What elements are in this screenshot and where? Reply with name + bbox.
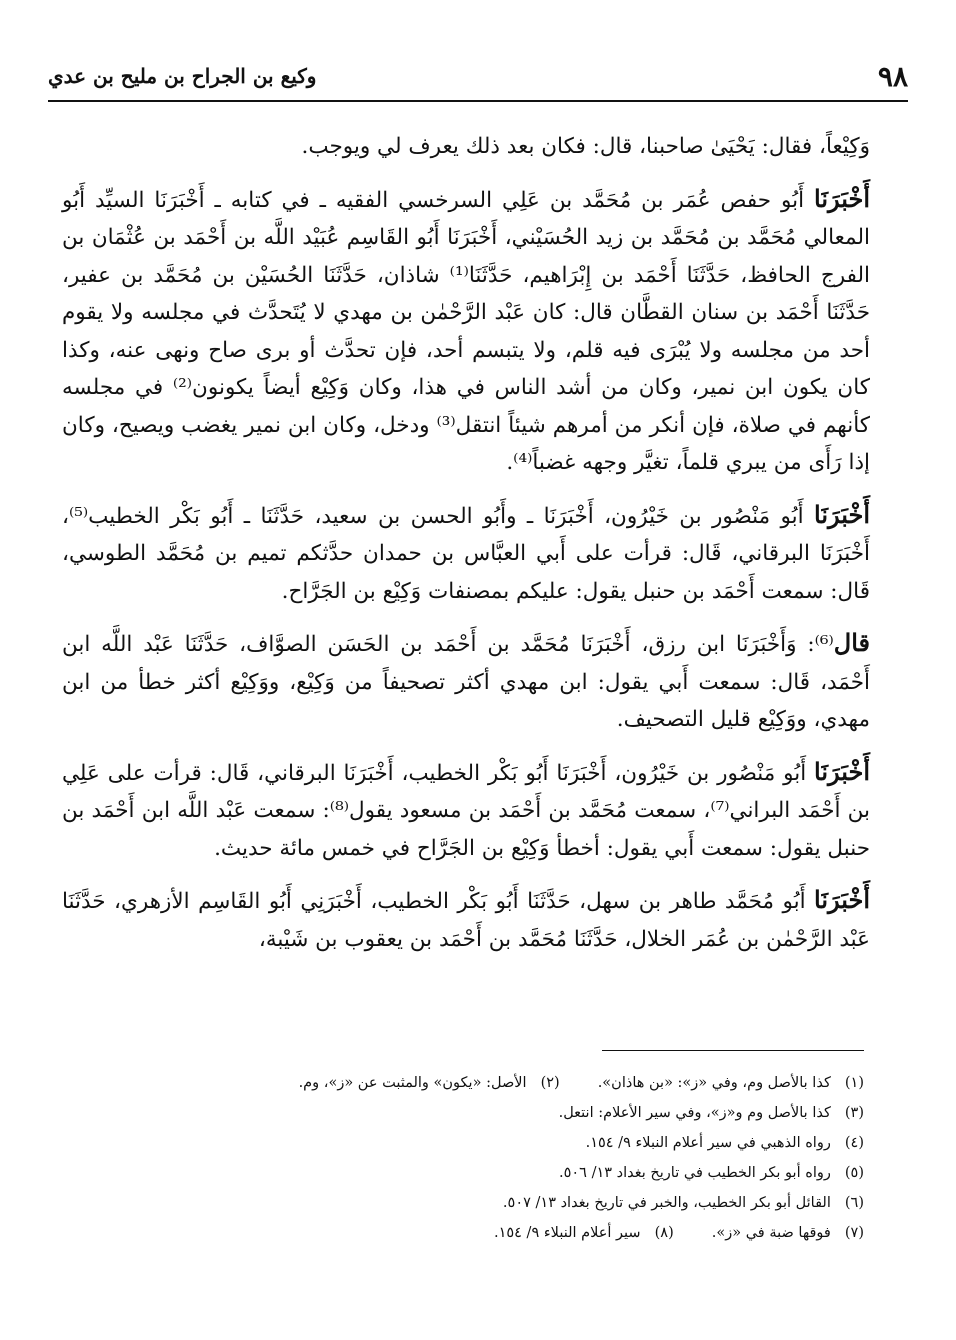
paragraph — [62, 753, 870, 868]
page-number: ٩٨ — [877, 59, 908, 93]
footnote-number: (٨) — [654, 1225, 674, 1241]
footnote-number: (٣) — [844, 1105, 864, 1121]
footnote-item — [712, 1218, 864, 1248]
footnote-number: (٥) — [844, 1165, 864, 1181]
footnote-row — [120, 1218, 864, 1248]
footnotes — [120, 1068, 864, 1248]
footnote-text: رواه الذهبي في سير أعلام النبلاء ٩/ ١٥٤. — [585, 1135, 831, 1151]
footnote-number: (٢) — [540, 1075, 560, 1091]
footnote-text: رواه أبو بكر الخطيب في تاريخ بغداد ١٣/ ٥٠٦. — [558, 1165, 831, 1181]
footnote-divider — [602, 1050, 864, 1051]
footnote-item — [503, 1188, 864, 1218]
paragraph — [62, 496, 870, 611]
paragraph-lead: أَخْبَرَنَا — [814, 885, 870, 914]
main-text — [62, 128, 870, 972]
footnote-text: كذا بالأصل وم و«ز»، وفي سير الأعلام: انتعل. — [558, 1105, 831, 1121]
paragraph-lead: قال — [833, 628, 870, 657]
footnote-row — [120, 1158, 864, 1188]
page-header — [48, 52, 908, 102]
footnote-item — [559, 1158, 864, 1188]
paragraph-text: أَبُو حفص عُمَر بن مُحَمَّد بن عَلِي السرخسي الفقيه ـ في كتابه ـ أَخْبَرَنَا السيِّد أَبُو المعالي مُحَمَّد بن مُحَمَّد بن زيد الحُسَيْني، أَخْبَرَنَا أَبُو القَاسِم عُبَيْد اللَّه بن أَحْمَد بن عُثْمَان بن الفرج الحافظ، حَدَّثَنَا أَحْمَد بن إِبْرَاهيم، حَدَّثَنَا⁽¹⁾ شاذان، حَدَّثَنَا الحُسَيْن بن مُحَمَّد بن عفير، حَدَّثَنَا أَحْمَد بن سنان القطَّان قال: كان عَبْد الرَّحْمٰن بن مهدي لا يُتَحدَّث في مجلسه ولا يقوم أحد من مجلسه ولا يُبْرَى فيه قلم، ولا يتبسم أحد، فإن تحدَّث أو برى صاح ونهى عنه، وكذا كان يكون ابن نمير، وكان من أشد الناس في هذا، وكان وَكِيْع أيضاً يكونون⁽²⁾ في مجلسه كأنهم في صلاة، فإن أنكر من أمرهم شيئاً انتقل⁽³⁾ ودخل، وكان ابن نمير يغضب ويصيح، وكان إذا رَأَى من يبري قلماً، تغيَّر وجهه غضباً⁽⁴⁾. — [62, 187, 870, 475]
paragraph — [62, 624, 870, 739]
footnote-row — [120, 1068, 864, 1098]
footnote-text: القائل أبو بكر الخطيب، والخبر في تاريخ بغداد ١٣/ ٥٠٧. — [502, 1195, 831, 1211]
footnote-text: فوقها ضبة في «ز». — [711, 1225, 831, 1241]
footnote-item — [494, 1218, 674, 1248]
footnote-number: (٧) — [844, 1225, 864, 1241]
paragraph-text: أَبُو مَنْصُور بن خَيْرُون، أَخْبَرَنَا أَبُو بَكْر الخطيب، أَخْبَرَنَا البرقاني، قَال: قرأت على عَلِي بن أَحْمَد البراني⁽⁷⁾، سمعت مُحَمَّد بن أَحْمَد بن مسعود يقول⁽⁸⁾: سمعت عَبْد اللَّه ابن أَحْمَد بن حنبل يقول: سمعت أَبي يقول: أخطأ وَكِيْع بن الجَرَّاح في خمس مائة حديث. — [62, 760, 871, 861]
paragraph-lead: أَخْبَرَنَا — [814, 183, 870, 213]
running-title: وكيع بن الجراح بن مليح بن عدي — [48, 64, 317, 88]
paragraph — [62, 180, 870, 482]
footnote-item — [586, 1128, 864, 1158]
footnote-number: (١) — [844, 1075, 864, 1091]
footnote-row — [120, 1098, 864, 1128]
footnote-item — [299, 1068, 560, 1098]
footnote-item — [559, 1098, 864, 1128]
paragraph — [62, 128, 870, 166]
paragraph — [62, 881, 870, 958]
footnote-number: (٦) — [844, 1195, 864, 1211]
paragraph-lead: أَخْبَرَنَا — [814, 499, 870, 529]
paragraph-text: أَبُو مُحَمَّد طاهر بن سهل، حَدَّثَنَا أَبُو بَكْر الخطيب، أَخْبَرَنِي أَبُو القَاسِم الأزهري، حَدَّثَنَا عَبْد الرَّحْمٰن بن عُمَر الخلال، حَدَّثَنَا مُحَمَّد بن أَحْمَد بن يعقوب بن شَيْبة، — [62, 889, 870, 952]
footnote-number: (٤) — [844, 1135, 864, 1151]
paragraph-text: وَكِيْعاً، فقال: يَحْيَىٰ صاحبنا، قال: فكان بعد ذلك يعرف لي ويوجب. — [301, 134, 870, 159]
footnote-text: كذا بالأصل وم، وفي «ز»: «بن هاذان». — [597, 1075, 831, 1091]
paragraph-text: أَبُو مَنْصُور بن خَيْرُون، أَخْبَرَنَا ـ وأَبُو الحسن بن سعيد، حَدَّثَنَا ـ أَبُو بَكْر الخطيب⁽⁵⁾، أَخْبَرَنَا البرقاني، قَال: قرأت على أَبي العبَّاس بن حمدان حدَّثكم تميم بن مُحَمَّد الطوسي، قَال: سمعت أَحْمَد بن حنبل يقول: عليكم بمصنفات وَكِيْع بن الجَرَّاح. — [62, 503, 870, 604]
paragraph-lead: أَخْبَرَنَا — [814, 756, 870, 786]
footnote-row — [120, 1188, 864, 1218]
paragraph-text: ⁽⁶⁾: وَأَخْبَرَنَا ابن رزق، أَخْبَرَنَا مُحَمَّد بن أَحْمَد بن الحَسَن الصوَّاف، حَدَّثَنَا عَبْد اللَّه ابن أَحْمَد، قَال: سمعت أَبي يقول: ابن مهدي أكثر تصحيفاً من وَكِيْع، ووَكِيْع أكثر خطأ من ابن مهدي، ووَكِيْع قليل التصحيف. — [62, 632, 870, 732]
footnote-row — [120, 1128, 864, 1158]
footnote-item — [598, 1068, 864, 1098]
footnote-text: الأصل: «يكون» والمثبت عن «ز»، وم. — [298, 1075, 527, 1091]
footnote-text: سير أعلام النبلاء ٩/ ١٥٤. — [493, 1225, 641, 1241]
